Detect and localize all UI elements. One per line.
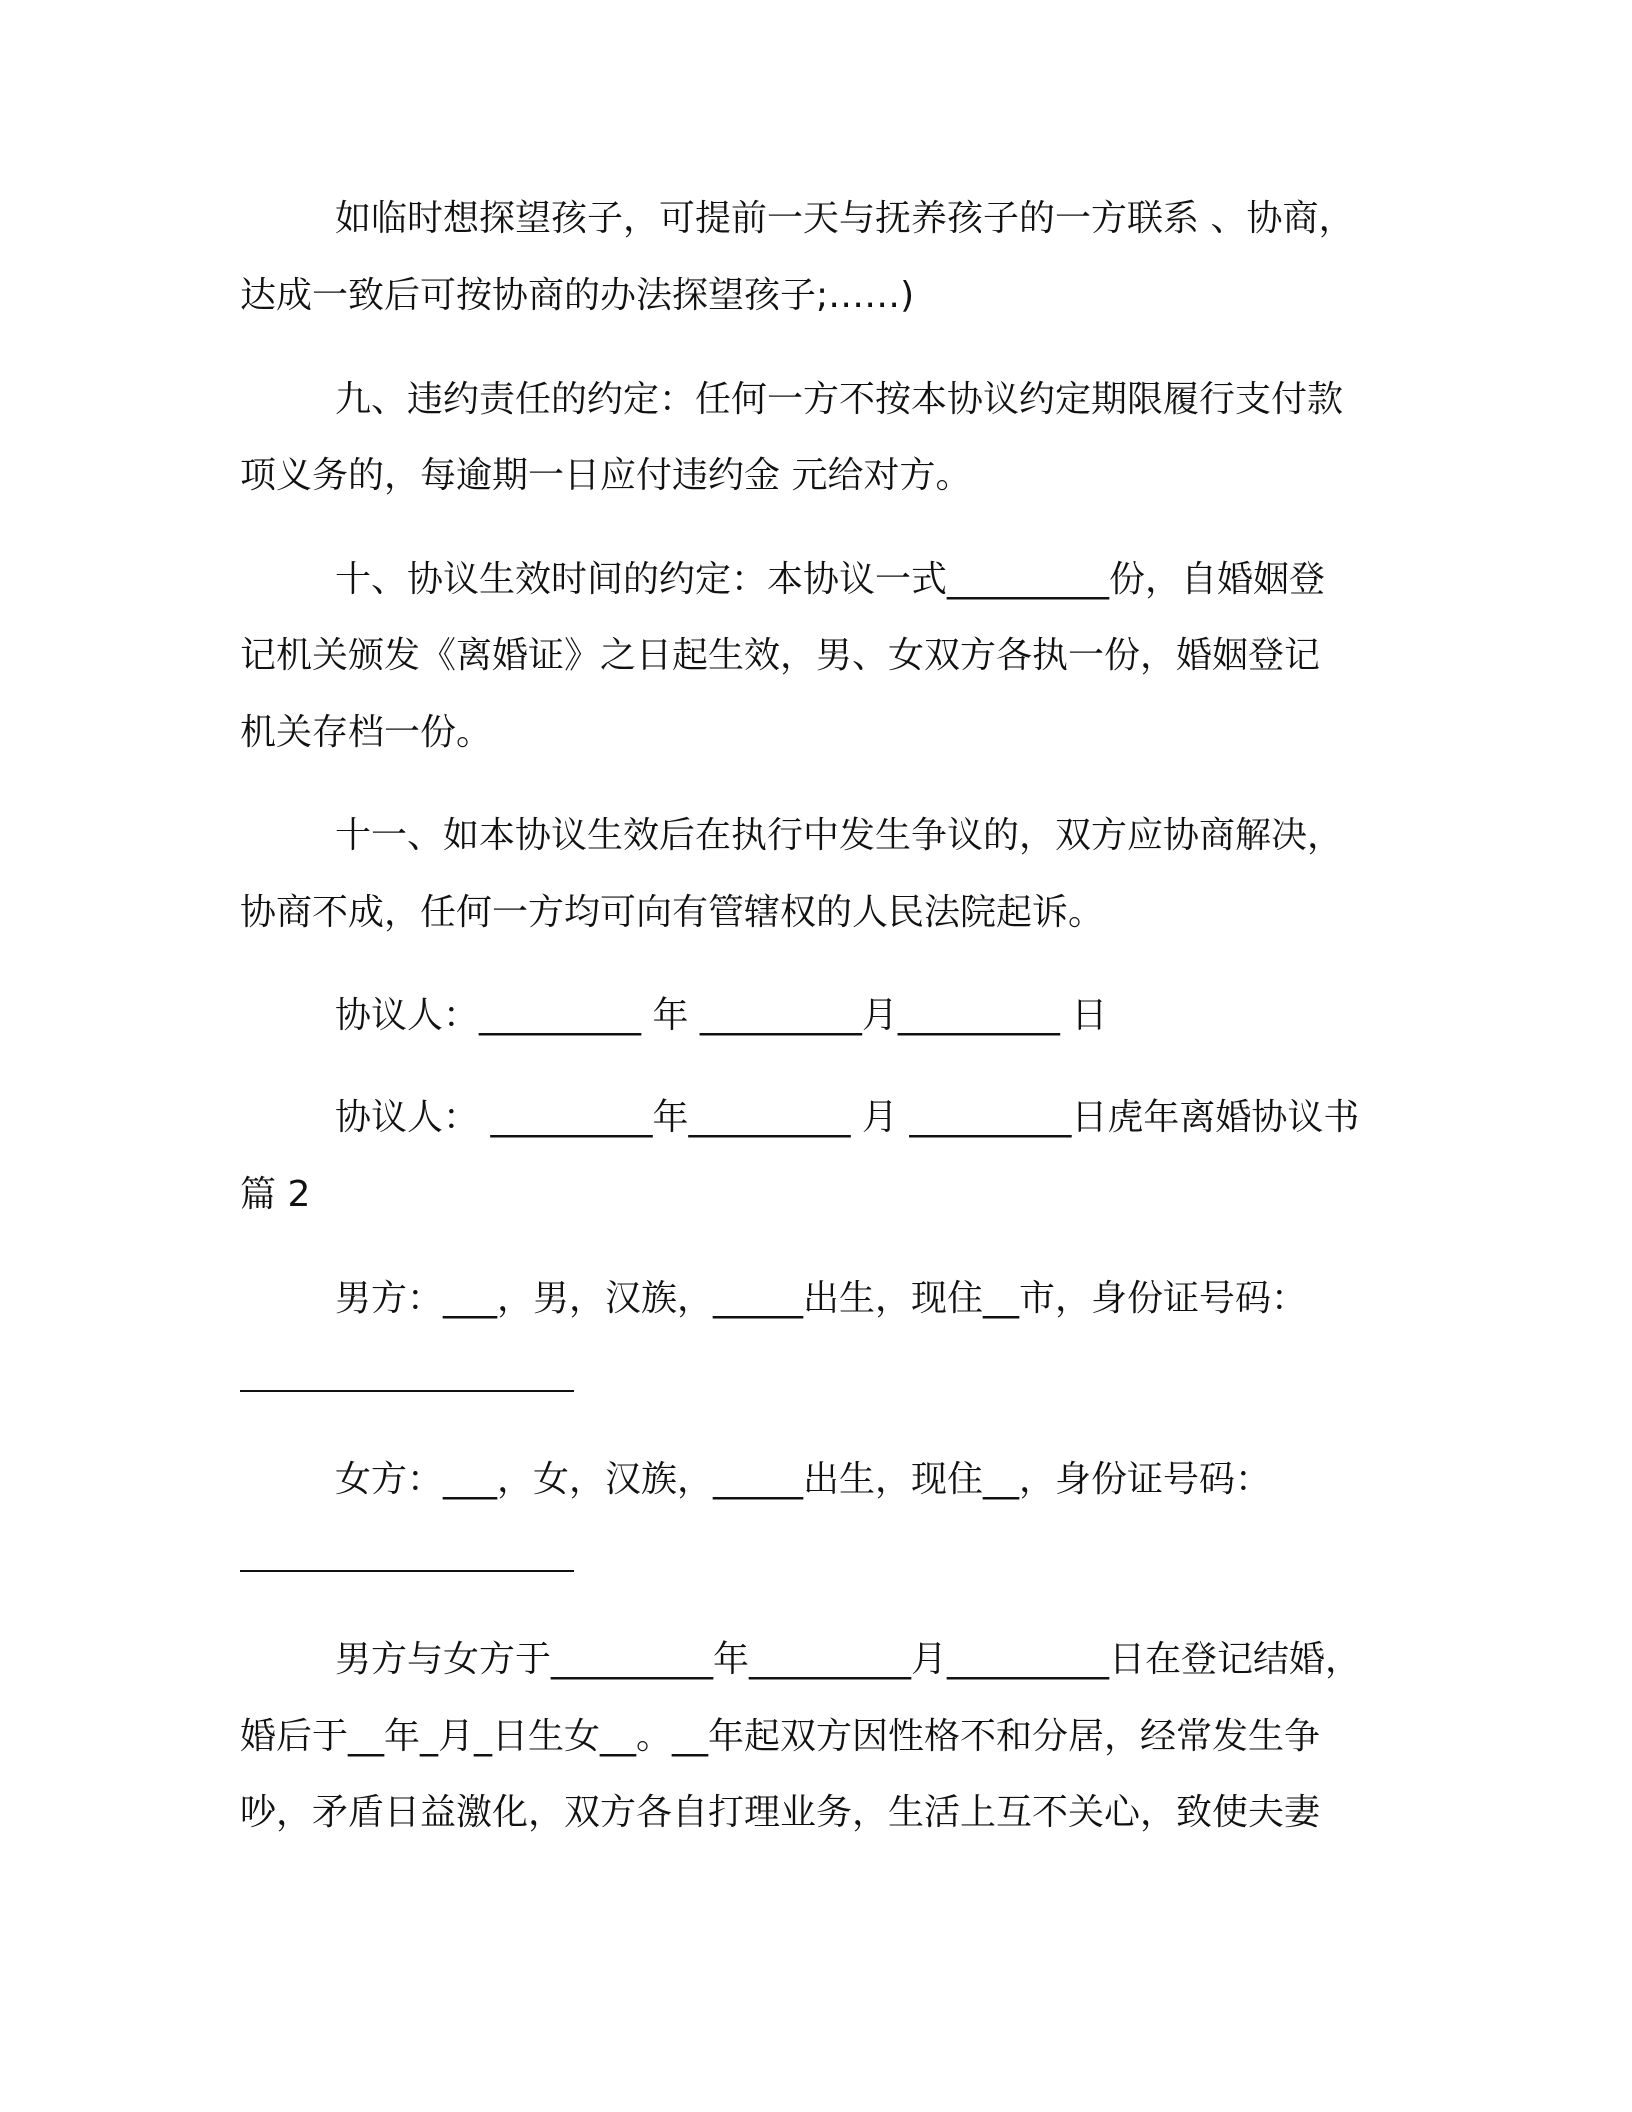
text-line: 如临时想探望孩子，可提前一天与抚养孩子的一方联系 、协商， (335, 198, 1355, 239)
signature-line-2: 协议人： _________年_________ 月 _________日虎年离婚协议书 (335, 1097, 1360, 1138)
text-line: 吵，矛盾日益激化，双方各自打理业务，生活上互不关心，致使夫妻 (240, 1792, 1321, 1833)
text-line: 达成一致后可按协商的办法探望孩子;……) (240, 275, 915, 316)
clause-11-line: 十一、如本协议生效后在执行中发生争议的，双方应协商解决， (335, 815, 1344, 856)
female-party-line: 女方：___，女，汉族，_____出生，现住__，身份证号码： (335, 1459, 1272, 1500)
id-number-blank (240, 1390, 574, 1392)
text-line: 协商不成，任何一方均可向有管辖权的人民法院起诉。 (240, 892, 1105, 933)
male-party-line: 男方：___，男，汉族，_____出生，现住__市，身份证号码： (335, 1278, 1308, 1319)
signature-line-1: 协议人：_________ 年 _________月_________ 日 (335, 995, 1108, 1036)
marriage-line: 男方与女方于_________年_________月_________日在登记结婚， (335, 1639, 1362, 1680)
section-heading: 篇 2 (240, 1174, 311, 1215)
text-line: 项义务的，每逾期一日应付违约金 元给对方。 (240, 455, 972, 496)
text-line: 机关存档一份。 (240, 712, 493, 753)
text-line: 记机关颁发《离婚证》之日起生效，男、女双方各执一份，婚姻登记 (240, 635, 1321, 676)
id-number-blank (240, 1570, 574, 1572)
clause-10-line: 十、协议生效时间的约定：本协议一式_________份，自婚姻登 (335, 559, 1326, 600)
clause-9-line: 九、违约责任的约定：任何一方不按本协议约定期限履行支付款 (335, 379, 1344, 420)
text-line: 婚后于__年_月_日生女__。__年起双方因性格不和分居，经常发生争 (240, 1716, 1321, 1757)
